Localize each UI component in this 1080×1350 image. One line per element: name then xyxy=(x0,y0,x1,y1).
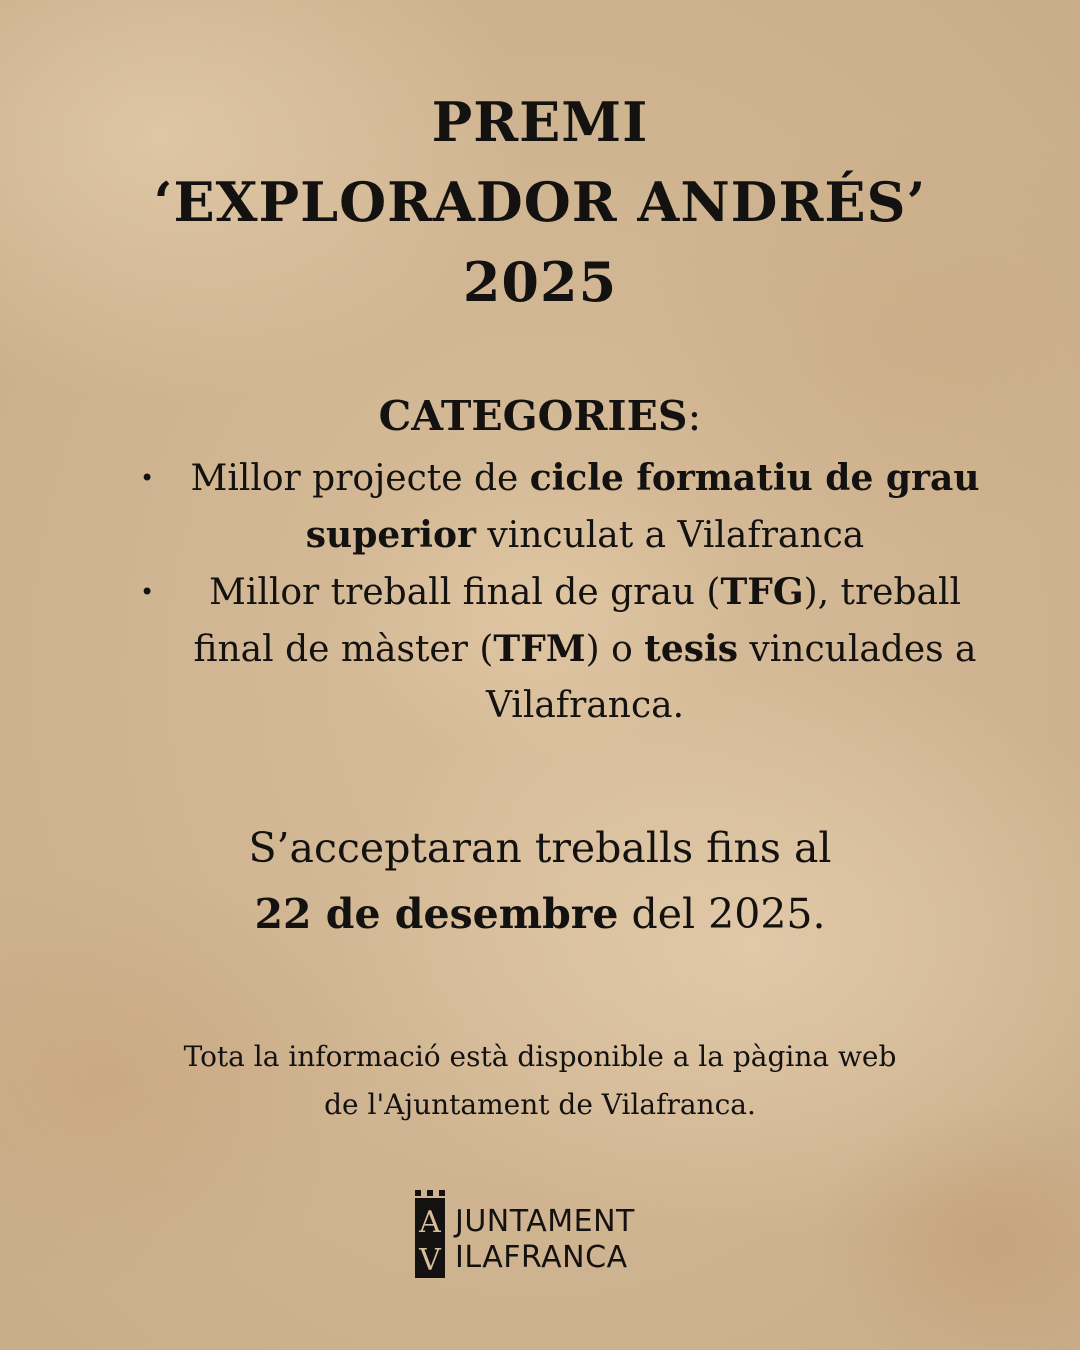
deadline-text xyxy=(0,815,1080,947)
category-item-tfg-tfm-tesis xyxy=(130,564,990,734)
category-item-text: Millor treball final de grau ( xyxy=(208,572,721,613)
category-item-text: ) o xyxy=(585,629,645,670)
logo-initial-a: A xyxy=(419,1205,441,1240)
logo-wordmark xyxy=(455,1204,635,1276)
categories-heading xyxy=(0,388,1080,444)
category-item-bold: TFM xyxy=(493,628,586,670)
deadline-line1: S’acceptaran treballs fins al xyxy=(248,824,832,872)
category-item-text: ), treball final de màster ( xyxy=(193,572,962,670)
title-line-explorador-andres: ‘EXPLORADOR ANDRÉS’ xyxy=(153,170,927,234)
logo-line-ilafranca: ILAFRANCA xyxy=(455,1240,628,1275)
info-line2: de l'Ajuntament de Vilafranca. xyxy=(324,1088,756,1121)
category-item-bold: tesis xyxy=(644,628,738,670)
categories-heading-text: CATEGORIES xyxy=(378,392,688,440)
deadline-year: del 2025. xyxy=(618,890,826,938)
info-line1: Tota la informació està disponible a la pàgina web xyxy=(183,1040,897,1073)
title-line-year: 2025 xyxy=(462,250,618,314)
logo-av-mark-icon xyxy=(415,1190,445,1278)
category-item-bold: TFG xyxy=(720,571,804,613)
category-item-text: vinculades a Vilafranca. xyxy=(485,629,977,726)
category-item-text: Millor projecte de xyxy=(190,458,530,499)
categories-list xyxy=(130,450,990,734)
poster-title xyxy=(0,82,1080,322)
bullet-icon: • xyxy=(140,464,155,492)
category-item-cicle-formatiu xyxy=(130,450,990,564)
category-item-bold: cicle formatiu de grau superior xyxy=(305,457,980,556)
deadline-date: 22 de desembre xyxy=(254,890,619,938)
bullet-icon: • xyxy=(140,578,155,606)
title-line-premi: PREMI xyxy=(431,90,649,154)
logo-initial-v: V xyxy=(419,1243,441,1278)
category-item-text: vinculat a Vilafranca xyxy=(475,515,865,556)
info-text xyxy=(0,1033,1080,1129)
ajuntament-vilafranca-logo xyxy=(415,1190,675,1280)
categories-heading-colon: : xyxy=(687,392,702,440)
logo-line-juntament: JUNTAMENT xyxy=(455,1204,635,1239)
